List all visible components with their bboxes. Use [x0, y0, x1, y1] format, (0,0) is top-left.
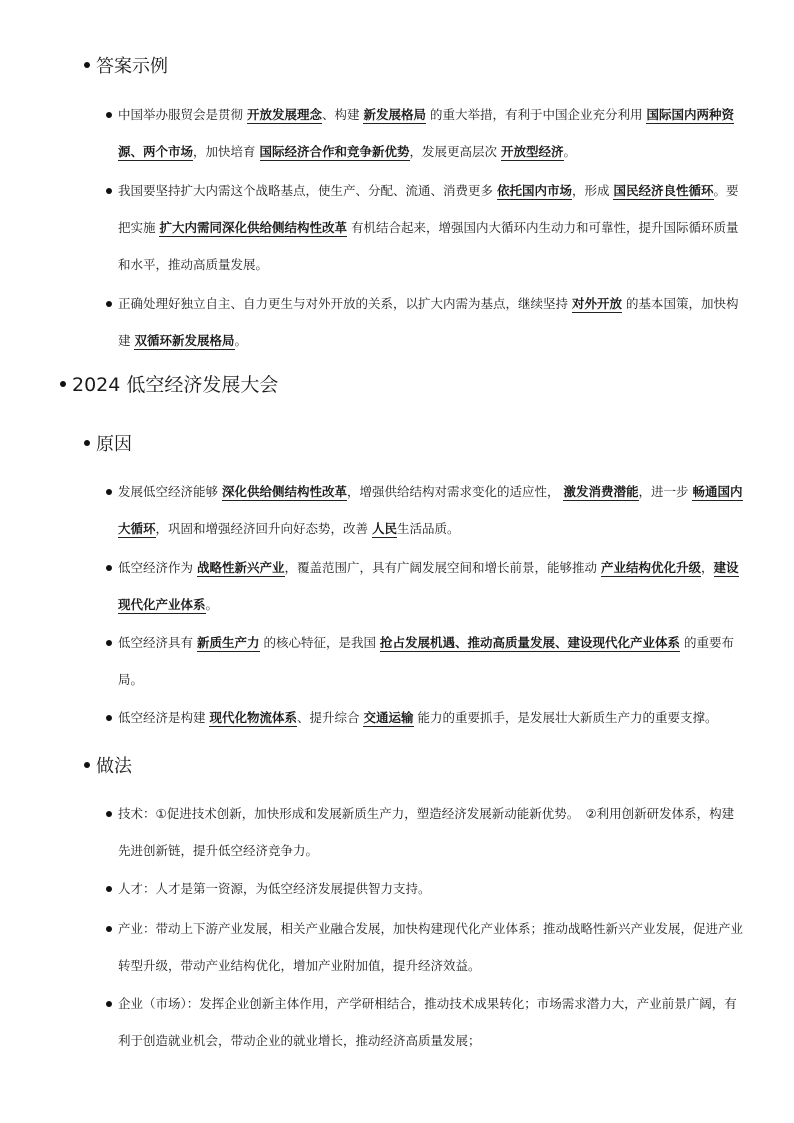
paragraph-text: 正确处理好独立自主、自力更生与对外开放的关系，以扩大内需为基点，继续坚持 对外开放 的基本国策，加快构建 双循环新发展格局。: [118, 296, 739, 348]
bullet-icon: [106, 188, 112, 194]
paragraph-text: 低空经济是构建 现代化物流体系、提升综合 交通运输 能力的重要抓手，是发展壮大新质生产力的重要支撑。: [118, 710, 718, 725]
bullet-icon: [106, 811, 112, 817]
key-term: 新发展格局: [363, 107, 426, 122]
paragraph-text: 技术：①促进技术创新，加快形成和发展新质生产力，塑造经济发展新动能新优势。 ②利用创新研发体系，构建先进创新链，提升低空经济竞争力。: [118, 806, 735, 858]
subsection-heading: [84, 752, 132, 778]
key-term: 双循环新发展格局: [134, 333, 235, 348]
paragraph-text: 人才：人才是第一资源，为低空经济发展提供智力支持。: [118, 881, 431, 896]
key-term: 激发消费潜能: [563, 484, 639, 499]
bullet-icon: [84, 440, 90, 446]
bullet-icon: [60, 381, 66, 387]
bullet-icon: [106, 301, 112, 307]
key-term: 现代化物流体系: [209, 710, 297, 725]
paragraph-text: 企业（市场）：发挥企业创新主体作用，产学研相结合，推动技术成果转化；市场需求潜力大，产业前景广阔，有利于创造就业机会，带动企业的就业增长，推动经济高质量发展；: [118, 996, 737, 1048]
key-term: 国际经济合作和竞争新优势: [259, 144, 410, 159]
bullet-icon: [106, 926, 112, 932]
key-term: 交通运输: [363, 710, 414, 725]
bullet-paragraph: [106, 870, 746, 907]
key-term: 战略性新兴产业: [196, 560, 285, 575]
bullet-icon: [106, 715, 112, 721]
key-term: 产业结构优化升级: [600, 560, 701, 575]
bullet-paragraph: [106, 699, 746, 736]
bullet-paragraph: [106, 285, 746, 359]
subsection-heading: [84, 430, 132, 456]
bullet-icon: [106, 1001, 112, 1007]
bullet-icon: [106, 640, 112, 646]
bullet-icon: [106, 565, 112, 571]
subsection-heading: [84, 52, 168, 78]
bullet-paragraph: [106, 473, 746, 547]
bullet-paragraph: [106, 172, 746, 283]
bullet-paragraph: [106, 549, 746, 623]
heading-text: 答案示例: [96, 56, 168, 77]
key-term: 深化供给侧结构性改革: [221, 484, 347, 499]
bullet-icon: [84, 62, 90, 68]
key-term: 依托国内市场: [496, 183, 572, 198]
bullet-icon: [106, 886, 112, 892]
heading-text: 做法: [96, 756, 132, 777]
key-term: 建设现代化产业体系: [118, 560, 739, 612]
bullet-paragraph: [106, 624, 746, 698]
bullet-icon: [106, 112, 112, 118]
section-title: [60, 370, 278, 397]
bullet-paragraph: [106, 910, 746, 984]
key-term: 人民: [372, 521, 398, 536]
bullet-icon: [106, 489, 112, 495]
key-term: 抢占发展机遇、推动高质量发展、建设现代化产业体系: [379, 635, 680, 650]
heading-text: 2024 低空经济发展大会: [72, 374, 279, 396]
paragraph-text: 低空经济作为 战略性新兴产业，覆盖范围广，具有广阔发展空间和增长前景，能够推动 产业结构优化升级，建设现代化产业体系。: [118, 560, 739, 612]
paragraph-text: 低空经济具有 新质生产力 的核心特征，是我国 抢占发展机遇、推动高质量发展、建设现代化产业体系 的重要布局。: [118, 635, 734, 687]
key-term: 扩大内需同深化供给侧结构性改革: [159, 220, 347, 235]
key-term: 国际国内两种资源、两个市场: [118, 107, 734, 159]
paragraph-text: 我国要坚持扩大内需这个战略基点，使生产、分配、流通、消费更多 依托国内市场，形成 国民经济良性循环。要把实施 扩大内需同深化供给侧结构性改革 有机结合起来，增强国内大循环内生动力和可靠性，提升国际循环质量和水平，推动高质量发展。: [118, 183, 739, 272]
bullet-paragraph: [106, 96, 746, 170]
paragraph-text: 中国举办服贸会是贯彻 开放发展理念、构建 新发展格局 的重大举措，有利于中国企业充分利用 国际国内两种资源、两个市场，加快培育 国际经济合作和竞争新优势，发展更高层次 开放型经济。: [118, 107, 734, 159]
heading-text: 原因: [96, 434, 132, 455]
key-term: 畅通国内大循环: [118, 484, 743, 536]
key-term: 国民经济良性循环: [613, 183, 714, 198]
paragraph-text: 发展低空经济能够 深化供给侧结构性改革，增强供给结构对需求变化的适应性， 激发消费潜能，进一步 畅通国内大循环，巩固和增强经济回升向好态势，改善 人民生活品质。: [118, 484, 743, 536]
bullet-paragraph: [106, 985, 746, 1059]
key-term: 开放发展理念: [246, 107, 322, 122]
bullet-icon: [84, 762, 90, 768]
paragraph-text: 产业：带动上下游产业发展，相关产业融合发展，加快构建现代化产业体系；推动战略性新兴产业发展，促进产业转型升级，带动产业结构优化，增加产业附加值，提升经济效益。: [118, 921, 744, 973]
key-term: 开放型经济: [501, 144, 564, 159]
key-term: 对外开放: [571, 296, 622, 311]
key-term: 新质生产力: [196, 635, 260, 650]
bullet-paragraph: [106, 795, 746, 869]
